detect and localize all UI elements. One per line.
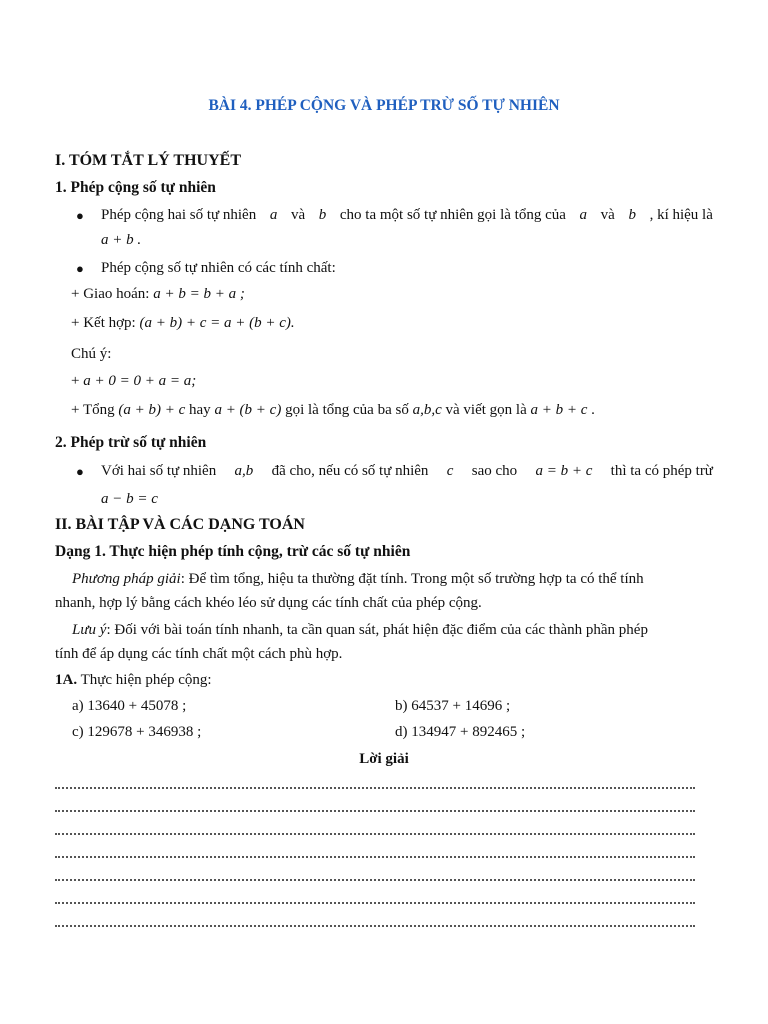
bullet-addition-definition: Phép cộng hai số tự nhiên a và b cho ta một số tự nhiên gọi là tổng của a và b , kí hiệu là (101, 207, 713, 223)
answer-line (55, 846, 695, 858)
exercise-1a: 1A. Thực hiện phép cộng: (55, 672, 212, 688)
subheading-subtraction: 2. Phép trừ số tự nhiên (55, 434, 207, 451)
section-heading-theory: I. TÓM TẮT LÝ THUYẾT (55, 152, 241, 169)
exercise-item-c: c) 129678 + 346938 ; (72, 724, 202, 740)
property-associative: + Kết hợp: (a + b) + c = a + (b + c). (71, 315, 295, 331)
bullet-icon: ● (76, 464, 84, 479)
bullet-icon: ● (76, 261, 84, 276)
exercise-item-a: a) 13640 + 45078 ; (72, 698, 187, 714)
page-title: BÀI 4. PHÉP CỘNG VÀ PHÉP TRỪ SỐ TỰ NHIÊN (208, 97, 560, 114)
difference-notation: a − b = c (101, 491, 158, 507)
exercise-item-b: b) 64537 + 14696 ; (395, 698, 511, 714)
answer-line (55, 869, 695, 881)
sum-notation: a + b . (101, 232, 142, 248)
method-line-1: Phương pháp giải: Để tìm tổng, hiệu ta thường đặt tính. Trong một số trường hợp ta có thể tính (72, 571, 644, 587)
answer-line (55, 892, 695, 904)
solution-heading: Lời giải (359, 751, 409, 767)
remark-line-2: tính để áp dụng các tính chất một cách phù hợp. (55, 646, 343, 662)
bullet-subtraction-definition: Với hai số tự nhiên a,b đã cho, nếu có số tự nhiên c sao cho a = b + c thì ta có phép trừ (101, 463, 713, 479)
note-label: Chú ý: (71, 346, 112, 362)
exercise-item-d: d) 134947 + 892465 ; (395, 724, 526, 740)
bullet-icon: ● (76, 208, 84, 223)
note-zero-identity: + a + 0 = 0 + a = a; (71, 373, 197, 389)
answer-line (55, 915, 695, 927)
answer-line (55, 800, 695, 812)
property-commutative: + Giao hoán: a + b = b + a ; (71, 286, 245, 302)
section-heading-exercises: II. BÀI TẬP VÀ CÁC DẠNG TOÁN (55, 516, 305, 533)
note-three-sum: + Tổng (a + b) + c hay a + (b + c) gọi là tổng của ba số a,b,c và viết gọn là a + b + c . (71, 402, 595, 418)
bullet-properties: Phép cộng số tự nhiên có các tính chất: (101, 260, 336, 276)
exercise-type-heading: Dạng 1. Thực hiện phép tính cộng, trừ các số tự nhiên (55, 543, 411, 560)
method-line-2: nhanh, hợp lý bằng cách khéo léo sử dụng các tính chất của phép cộng. (55, 595, 482, 611)
answer-line (55, 823, 695, 835)
subheading-addition: 1. Phép cộng số tự nhiên (55, 179, 216, 196)
answer-line (55, 777, 695, 789)
remark-line-1: Lưu ý: Đối với bài toán tính nhanh, ta cần quan sát, phát hiện đặc điểm của các thành phần phép (72, 622, 648, 638)
